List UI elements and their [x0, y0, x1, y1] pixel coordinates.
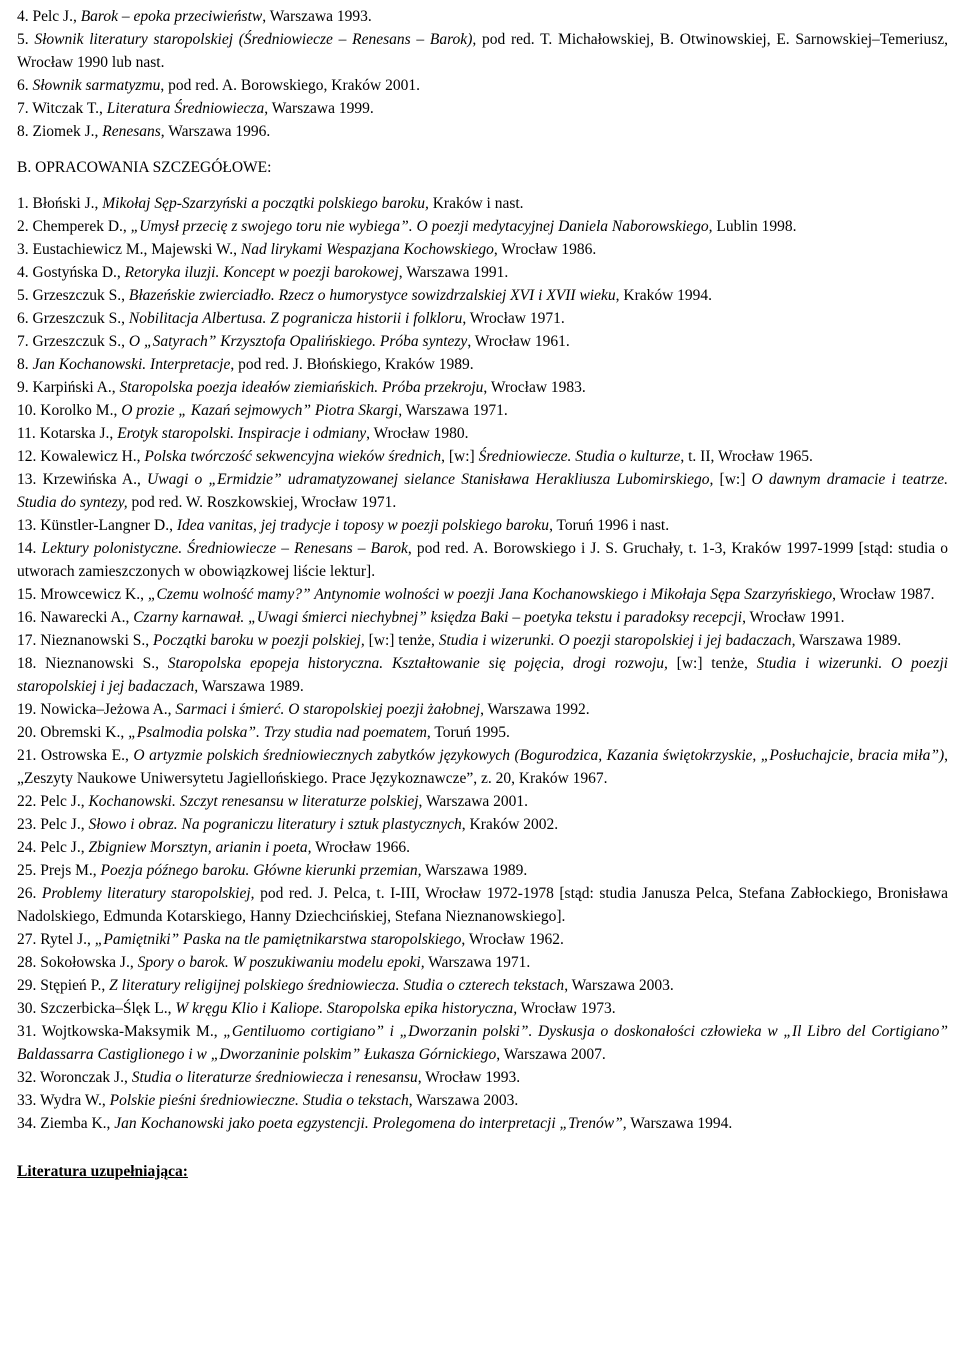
- entry-number: 13.: [17, 471, 43, 488]
- entry-text: Grzeszczuk S.,: [32, 287, 129, 304]
- bibliography-entry: [17, 261, 948, 284]
- entry-title-text: Studia i wizerunki. O poezji staropolskiej i jej badaczach,: [438, 632, 796, 649]
- entry-number: 10.: [17, 402, 41, 419]
- entry-title-text: Błazeńskie zwierciadło. Rzecz o humorystyce sowizdrzalskiej XVI i XVII wieku: [128, 287, 616, 304]
- entry-title-text: O prozie „ Kazań sejmowych” Piotra Skargi,: [121, 402, 403, 419]
- entry-text: Stępień P.,: [40, 977, 110, 994]
- entry-title-text: „Pamiętniki” Paska na tle pamiętnikarstwa staropolskiego: [94, 931, 462, 948]
- bibliography-entry: [17, 514, 948, 537]
- entry-title-text: Barok – epoka przeciwieństw: [80, 8, 263, 25]
- entry-title-text: Staropolska epopeja historyczna. Kształtowanie się pojęcia, drogi rozwoju,: [167, 655, 668, 672]
- entry-text: , Wrocław 1993.: [417, 1069, 521, 1086]
- entry-number: 11.: [17, 425, 40, 442]
- entry-number: 8.: [17, 123, 33, 140]
- entry-text: Nieznanowski S.,: [40, 632, 154, 649]
- entry-number: 8.: [17, 356, 33, 373]
- entry-title-text: Początki baroku w poezji polskiej,: [153, 632, 365, 649]
- entry-text: , pod red. J. Błońskiego, Kraków 1989.: [230, 356, 474, 373]
- bibliography-entry: [17, 97, 948, 120]
- entry-title-text: Spory o barok. W poszukiwaniu modelu epoki,: [137, 954, 425, 971]
- entry-number: 5.: [17, 31, 35, 48]
- entry-title-text: Idea vanitas, jej tradycje i toposy w poezji polskiego baroku: [176, 517, 550, 534]
- bibliography-entry: [17, 307, 948, 330]
- bibliography-entry: [17, 1020, 948, 1066]
- entry-text: , Toruń 1996 i nast.: [549, 517, 670, 534]
- entry-title-text: Erotyk staropolski. Inspiracje i odmiany: [117, 425, 367, 442]
- entry-number: 7.: [17, 333, 33, 350]
- bibliography-entry: [17, 192, 948, 215]
- entry-text: , Wrocław 1980.: [366, 425, 469, 442]
- entry-number: 16.: [17, 609, 41, 626]
- entry-text: Kotarska J.,: [39, 425, 118, 442]
- entry-number: 32.: [17, 1069, 40, 1086]
- entry-text: Warszawa 1989.: [198, 678, 304, 695]
- entry-title-text: Polska twórczość sekwencyjna wieków średnich: [144, 448, 442, 465]
- entry-title-text: Czarny karnawał. „Uwagi śmierci niechybnej” księdza Baki – poetyka tekstu i paradoksy recepcji: [133, 609, 743, 626]
- bibliography-entry: [17, 468, 948, 514]
- entry-title-text: „Czemu wolność mamy?” Antynomie wolności w poezji Jana Kochanowskiego i Mikołaja Sępa Szarzyńskiego: [147, 586, 833, 603]
- entry-text: Nieznanowski S.,: [45, 655, 168, 672]
- entry-title-text: Jan Kochanowski jako poeta egzystencji. Prolegomena do interpretacji „Trenów”: [114, 1115, 623, 1132]
- entry-text: Nawarecki A.,: [40, 609, 134, 626]
- entry-text: , pod red. A. Borowskiego i J. S. Gruchały, t. 1-3, Kraków 1997-1999 [stąd: studia o utworach zamieszczonych w obowiązkowej liście lektur].: [17, 540, 949, 580]
- entry-title-text: Literatura Średniowiecza: [106, 100, 265, 117]
- entry-title-text: „Umysł przecię z swojego toru nie wybiega”. O poezji medytacyjnej Daniela Naborowskiego,: [130, 218, 713, 235]
- entry-text: Ziomek J.,: [32, 123, 103, 140]
- entry-text: Szczerbicka–Ślęk L.,: [40, 1000, 176, 1017]
- entry-title-text: Jan Kochanowski. Interpretacje: [32, 356, 231, 373]
- entry-title-text: Mikołaj Sęp-Szarzyński a początki polskiego baroku,: [102, 195, 429, 212]
- entry-text: , Warszawa 2003.: [408, 1092, 519, 1109]
- entry-text: , Warszawa 1996.: [160, 123, 271, 140]
- entry-number: 21.: [17, 747, 41, 764]
- entry-text: Pelc J.,: [32, 8, 81, 25]
- entry-title-text: Średniowiecze. Studia o kulturze: [478, 448, 681, 465]
- bibliography-entry: [17, 836, 948, 859]
- bibliography-entry: [17, 215, 948, 238]
- entry-title-text: „Psalmodia polska”. Trzy studia nad poematem: [128, 724, 427, 741]
- entry-number: 13.: [17, 517, 41, 534]
- entry-title-text: Słowo i obraz. Na pograniczu literatury i sztuk plastycznych: [88, 816, 462, 833]
- entry-title-text: Kochanowski. Szczyt renesansu w literaturze polskiej: [88, 793, 419, 810]
- entry-text: Lublin 1998.: [712, 218, 797, 235]
- entry-number: 3.: [17, 241, 33, 258]
- entry-text: , Wrocław 1971.: [462, 310, 565, 327]
- entry-text: , Warszawa 1993.: [262, 8, 372, 25]
- entry-text: Woronczak J.,: [39, 1069, 132, 1086]
- entry-text: , Warszawa 1999.: [264, 100, 374, 117]
- bibliography-entry: [17, 28, 948, 74]
- entry-text: Warszawa 1989.: [421, 862, 528, 879]
- entry-text: Obremski K.,: [40, 724, 129, 741]
- entry-text: , Wrocław 1961.: [467, 333, 570, 350]
- bibliography-entry: [17, 974, 948, 997]
- entry-text: , „Zeszyty Naukowe Uniwersytetu Jagiellońskiego. Prace Językoznawcze”, z. 20, Kraków 1967.: [17, 747, 948, 787]
- entry-text: Grzeszczuk S.,: [32, 310, 129, 327]
- entry-text: , Warszawa 1991.: [398, 264, 509, 281]
- entry-number: 4.: [17, 264, 33, 281]
- entry-text: Kowalewicz H.,: [40, 448, 145, 465]
- entry-text: , Wrocław 1991.: [742, 609, 845, 626]
- bibliography-entry: [17, 859, 948, 882]
- entry-number: 26.: [17, 885, 42, 902]
- supplementary-literature-heading: Literatura uzupełniająca:: [17, 1163, 188, 1180]
- bibliography-entry: [17, 606, 948, 629]
- bibliography-entry: [17, 376, 948, 399]
- entry-number: 31.: [17, 1023, 42, 1040]
- bibliography-entry: [17, 882, 948, 928]
- bibliography-entry: [17, 74, 948, 97]
- entry-title-text: Uwagi o „Ermidzie” udramatyzowanej sielance Stanisława Herakliusza Lubomirskiego,: [147, 471, 714, 488]
- entry-title-text: O artyzmie polskich średniowiecznych zabytków językowych (Bogurodzica, Kazania świętokrzyskie, „Posłuchajcie, bracia miła”): [133, 747, 945, 764]
- bibliography-entry: [17, 353, 948, 376]
- entry-text: Wrocław 1966.: [311, 839, 411, 856]
- entry-text: Witczak T.,: [32, 100, 107, 117]
- entry-text: Pelc J.,: [40, 839, 89, 856]
- entry-title-text: Średniowiecze – Renesans – Barok: [187, 540, 408, 557]
- general-bibliography-list: [17, 5, 948, 143]
- entry-text: Nowicka–Jeżowa A.,: [40, 701, 176, 718]
- entry-number: 29.: [17, 977, 41, 994]
- entry-number: 6.: [17, 310, 33, 327]
- entry-text: pod red. T. Michałowskiej, B. Otwinowskiej, E. Sarnowskiej–Temeriusz, Wrocław 1990 lub nast.: [17, 31, 949, 71]
- section-b-title: B. OPRACOWANIA SZCZEGÓŁOWE:: [17, 159, 272, 176]
- entry-number: 1.: [17, 195, 33, 212]
- bibliography-entry: [17, 238, 948, 261]
- document-page: [17, 5, 948, 1183]
- entry-title-text: Studia i wizerunki. O poezji staropolskiej i jej badaczach,: [17, 655, 948, 695]
- entry-text: , Warszawa 2001.: [418, 793, 529, 810]
- entry-title-text: Poezja późnego baroku. Główne kierunki przemian,: [100, 862, 422, 879]
- entry-number: 28.: [17, 954, 41, 971]
- entry-number: 20.: [17, 724, 41, 741]
- entry-title-text: Nad lirykami Wespazjana Kochowskiego: [240, 241, 494, 258]
- entry-text: Korolko M.,: [40, 402, 122, 419]
- bibliography-entry: [17, 422, 948, 445]
- entry-number: 15.: [17, 586, 41, 603]
- entry-text: , Toruń 1995.: [426, 724, 510, 741]
- entry-text: [w:] tenże,: [667, 655, 757, 672]
- entry-title-text: O „Satyrach” Krzysztofa Opalińskiego. Próba syntezy: [128, 333, 468, 350]
- entry-title-text: Nobilitacja Albertusa. Z pogranicza historii i folkloru: [128, 310, 463, 327]
- entry-text: Wojtkowska-Maksymik M.,: [41, 1023, 224, 1040]
- entry-text: , pod red. A. Borowskiego, Kraków 2001.: [160, 77, 420, 94]
- entry-text: Warszawa 1971.: [424, 954, 531, 971]
- entry-number: 4.: [17, 8, 33, 25]
- entry-text: , t. II, Wrocław 1965.: [680, 448, 813, 465]
- entry-title-text: Retoryka iluzji. Koncept w poezji barokowej: [124, 264, 399, 281]
- entry-text: , Warszawa 1994.: [622, 1115, 733, 1132]
- entry-text: , Warszawa 2003.: [564, 977, 674, 994]
- entry-title-text: W kręgu Klio i Kaliope. Staropolska epika historyczna,: [175, 1000, 518, 1017]
- entry-text: , Kraków 2002.: [461, 816, 559, 833]
- entry-text: Grzeszczuk S.,: [32, 333, 129, 350]
- entry-title-text: O dawnym dramacie i teatrze. Studia do syntezy,: [17, 471, 949, 511]
- entry-title-text: Sarmaci i śmierć. O staropolskiej poezji żałobnej: [175, 701, 481, 718]
- entry-title-text: Z literatury religijnej polskiego średniowiecza. Studia o czterech tekstach: [109, 977, 565, 994]
- entry-title-text: Zbigniew Morsztyn, arianin i poeta,: [88, 839, 312, 856]
- bibliography-entry: [17, 537, 948, 583]
- entry-text: Błoński J.,: [32, 195, 103, 212]
- entry-number: 22.: [17, 793, 41, 810]
- bibliography-entry: [17, 652, 948, 698]
- bibliography-entry: [17, 813, 948, 836]
- entry-text: Warszawa 1971.: [402, 402, 508, 419]
- entry-number: 9.: [17, 379, 33, 396]
- entry-title-text: Studia o literaturze średniowiecza i renesansu: [131, 1069, 418, 1086]
- entry-number: 7.: [17, 100, 33, 117]
- entry-text: Wydra W.,: [39, 1092, 110, 1109]
- entry-title-text: Staropolska poezja ideałów ziemiańskich. Próba przekroju: [119, 379, 484, 396]
- entry-text: Pelc J.,: [40, 816, 89, 833]
- bibliography-entry: [17, 5, 948, 28]
- bibliography-entry: [17, 1112, 948, 1135]
- entry-text: Künstler-Langner D.,: [40, 517, 177, 534]
- entry-text: Warszawa 1989.: [795, 632, 902, 649]
- entry-number: 19.: [17, 701, 41, 718]
- entry-text: , Wrocław 1986.: [493, 241, 597, 258]
- bibliography-entry: [17, 951, 948, 974]
- entry-title-text: Problemy literatury staropolskiej: [41, 885, 251, 902]
- detailed-bibliography-list: [17, 192, 948, 1135]
- entry-text: Kraków i nast.: [428, 195, 524, 212]
- bibliography-entry: [17, 399, 948, 422]
- entry-text: Wrocław 1973.: [517, 1000, 616, 1017]
- entry-title-text: Słownik literatury staropolskiej (Średniowiecze – Renesans – Barok),: [34, 31, 477, 48]
- entry-text: Sokołowska J.,: [40, 954, 138, 971]
- bibliography-entry: [17, 928, 948, 951]
- entry-number: 14.: [17, 540, 42, 557]
- entry-text: , pod red. J. Pelca, t. I-III, Wrocław 1972-1978 [stąd: studia Janusza Pelca, Stefana Zabłockiego, Bronisława Nadolskiego, Edmunda Kotarskiego, Hanny Dziechcińskiej, Stefana Nieznanowskiego].: [17, 885, 948, 925]
- entry-text: Pelc J.,: [40, 793, 89, 810]
- bibliography-entry: [17, 445, 948, 468]
- entry-number: 12.: [17, 448, 41, 465]
- bibliography-entry: [17, 330, 948, 353]
- entry-number: 23.: [17, 816, 41, 833]
- entry-number: 30.: [17, 1000, 41, 1017]
- bibliography-entry: [17, 790, 948, 813]
- entry-text: Ziemba K.,: [40, 1115, 115, 1132]
- entry-text: Karpiński A.,: [32, 379, 120, 396]
- bibliography-entry: [17, 284, 948, 307]
- entry-title-text: Słownik sarmatyzmu: [32, 77, 161, 94]
- entry-text: Mrowcewicz K.,: [40, 586, 148, 603]
- entry-number: 18.: [17, 655, 46, 672]
- entry-number: 6.: [17, 77, 33, 94]
- bibliography-entry: [17, 120, 948, 143]
- entry-text: , Wrocław 1983.: [483, 379, 586, 396]
- entry-number: 25.: [17, 862, 41, 879]
- entry-text: Krzewińska A.,: [42, 471, 148, 488]
- entry-number: 24.: [17, 839, 41, 856]
- entry-number: 33.: [17, 1092, 40, 1109]
- bibliography-entry: [17, 721, 948, 744]
- entry-title-text: Renesans: [102, 123, 161, 140]
- entry-number: 5.: [17, 287, 33, 304]
- entry-text: Gostyńska D.,: [32, 264, 125, 281]
- bibliography-entry: [17, 583, 948, 606]
- entry-text: Prejs M.,: [40, 862, 101, 879]
- entry-number: 27.: [17, 931, 41, 948]
- entry-text: , Wrocław 1962.: [461, 931, 564, 948]
- entry-text: [w:]: [713, 471, 752, 488]
- bibliography-entry: [17, 698, 948, 721]
- entry-number: 2.: [17, 218, 33, 235]
- entry-text: Eustachiewicz M., Majewski W.,: [32, 241, 241, 258]
- entry-number: 34.: [17, 1115, 41, 1132]
- entry-text: , Warszawa 2007.: [496, 1046, 606, 1063]
- entry-title-text: Polskie pieśni średniowieczne. Studia o tekstach: [109, 1092, 409, 1109]
- entry-text: Rytel J.,: [40, 931, 95, 948]
- entry-number: 17.: [17, 632, 41, 649]
- bibliography-entry: [17, 997, 948, 1020]
- entry-text: [w:] tenże,: [364, 632, 439, 649]
- entry-text: , Warszawa 1992.: [480, 701, 590, 718]
- entry-title-text: Lektury polonistyczne.: [41, 540, 188, 557]
- bibliography-entry: [17, 629, 948, 652]
- entry-text: Chemperek D.,: [32, 218, 131, 235]
- entry-text: Ostrowska E.,: [40, 747, 134, 764]
- bibliography-entry: [17, 1066, 948, 1089]
- entry-title-text: „Gentiluomo cortigiano” i „Dworzanin polski”. Dyskusja o doskonałości człowieka w „Il Libro del Cortigiano” Baldassarra Castiglionego i w „Dworzaninie polskim” Łukasza Górnickiego: [17, 1023, 948, 1063]
- bibliography-entry: [17, 744, 948, 790]
- entry-text: , Kraków 1994.: [615, 287, 713, 304]
- entry-text: pod red. W. Roszkowskiej, Wrocław 1971.: [127, 494, 397, 511]
- bibliography-entry: [17, 1089, 948, 1112]
- entry-text: , Wrocław 1987.: [832, 586, 935, 603]
- entry-text: , [w:]: [441, 448, 479, 465]
